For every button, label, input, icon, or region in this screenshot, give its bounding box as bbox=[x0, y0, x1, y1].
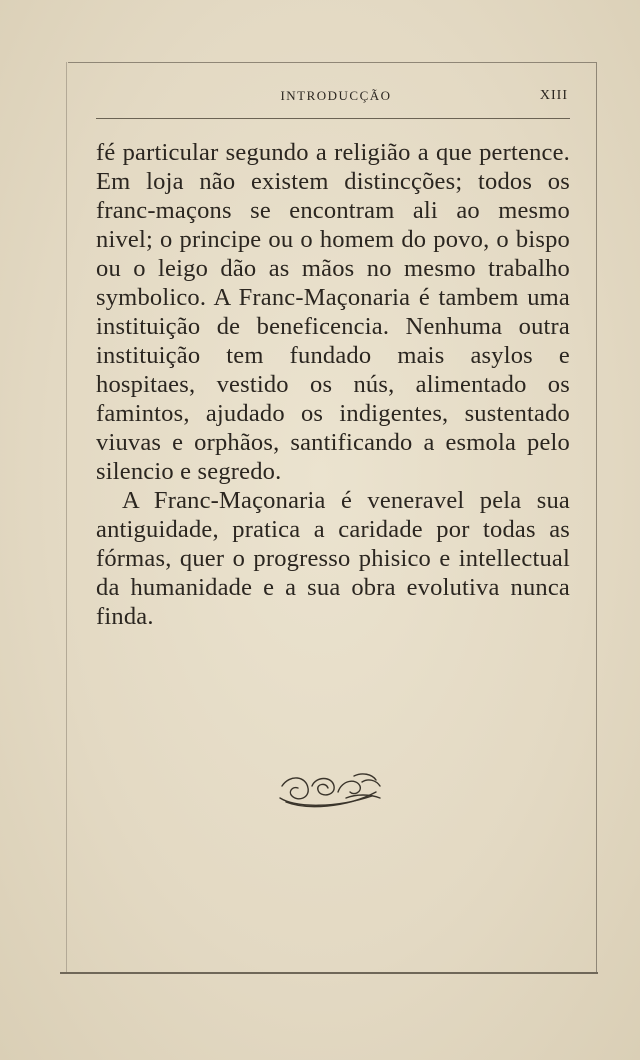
page-number: XIII bbox=[539, 88, 568, 103]
frame-right-rule bbox=[596, 62, 597, 974]
paragraph-1: fé particular segundo a religião a que pertence. Em loja não existem distincções; todos os franc-maçons se encontram ali ao mesmo nivel; o principe ou o homem do povo, o bispo ou o leigo dão as mãos no mesmo trabalho symbolico. A Franc-Maçonaria é tambem uma instituição de beneficencia. Nenhuma outra instituição tem fundado mais asylos e hospitaes, vestido os nús, alimentado os famintos, ajudado os indigentes, sustentado viuvas e orphãos, santificando a esmola pelo silencio e segredo. bbox=[96, 139, 570, 485]
page-header bbox=[96, 84, 576, 110]
frame-left-rule bbox=[66, 62, 67, 974]
frame-bottom-rule bbox=[60, 972, 598, 974]
body-text bbox=[96, 138, 570, 631]
header-rule bbox=[96, 118, 570, 119]
scroll-ornament-icon bbox=[276, 768, 386, 810]
paragraph-2: A Franc-Maçonaria é veneravel pela sua antiguidade, pratica a caridade por todas as fórmas, quer o progresso phisico e intellectual da humanidade e a sua obra evolutiva nunca finda. bbox=[96, 487, 570, 630]
running-head: INTRODUCÇÃO bbox=[280, 88, 392, 103]
frame-top-rule bbox=[68, 62, 596, 63]
